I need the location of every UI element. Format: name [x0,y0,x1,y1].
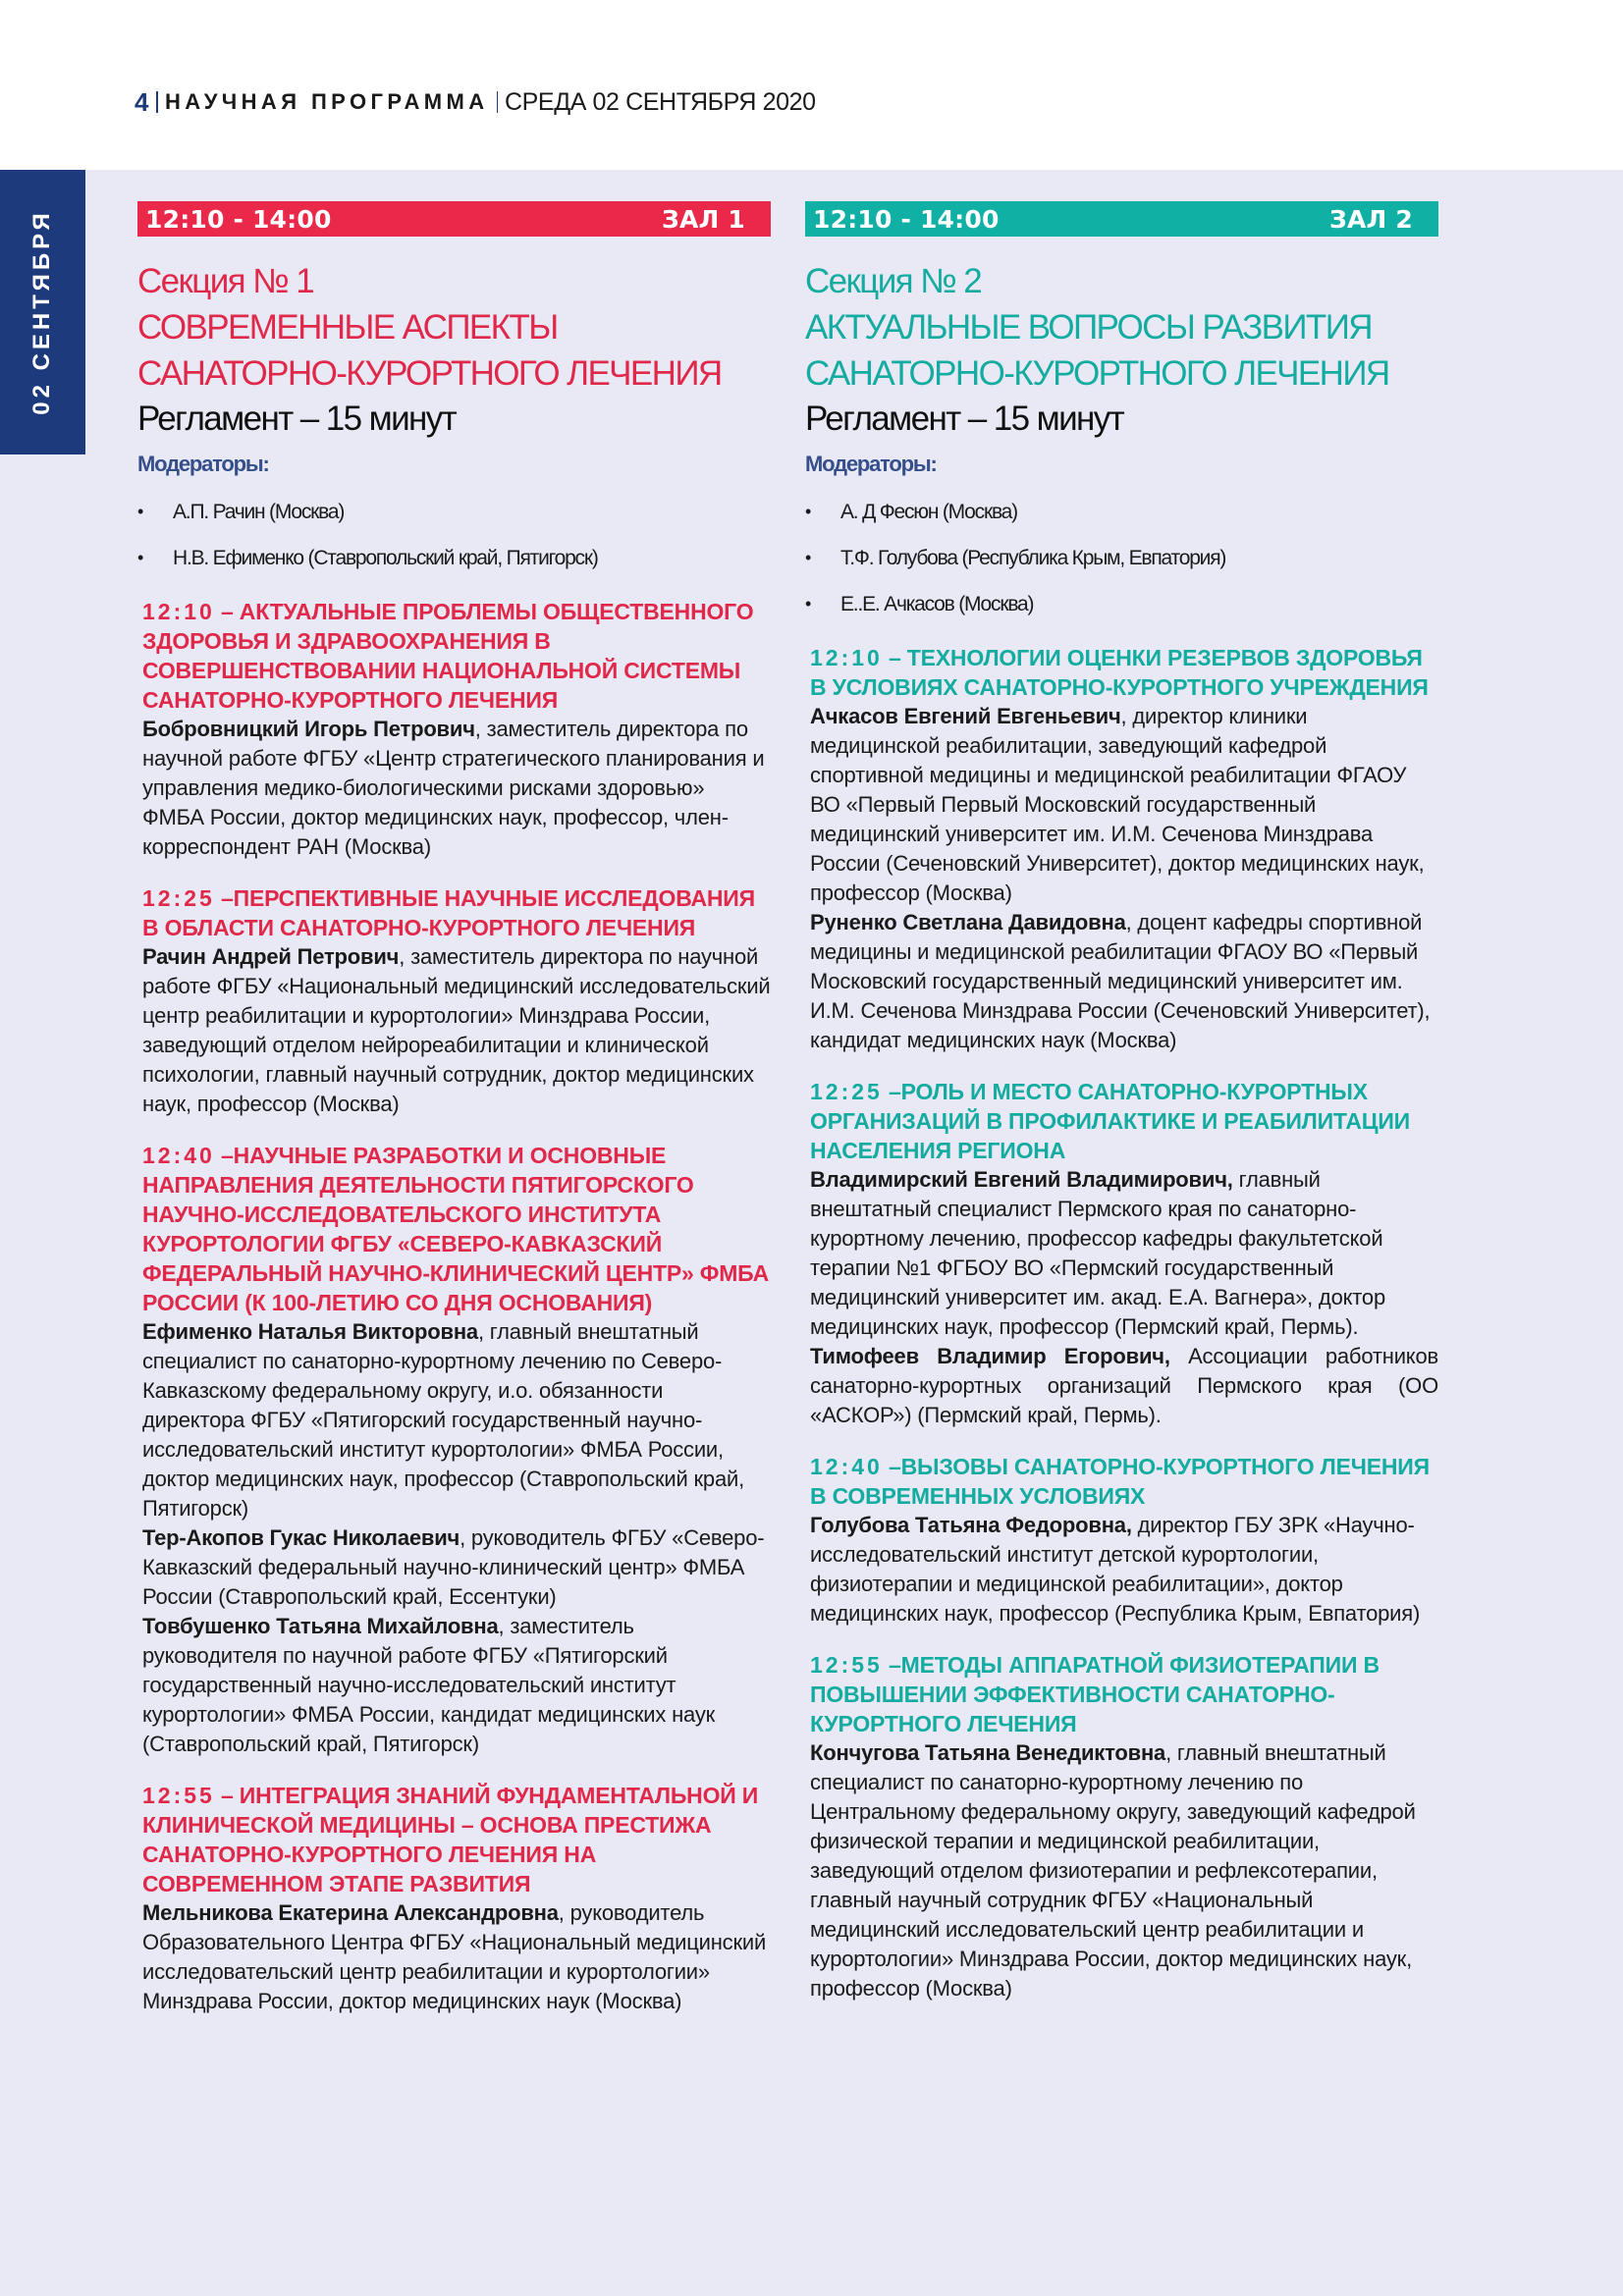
hall-label: ЗАЛ 1 [662,204,745,234]
side-tab-label: 02 СЕНТЯБРЯ [28,209,55,415]
talk-item [137,1141,771,1759]
speaker-entry [805,702,1438,908]
talk-title [137,1781,771,1898]
moderator-item [805,535,1438,581]
program-date: СРЕДА 02 СЕНТЯБРЯ 2020 [505,87,816,116]
talk-title [805,1452,1438,1511]
session-time-bar [805,201,1438,237]
bullet-icon: • [805,594,811,614]
talk-title [137,1141,771,1317]
section-title-line: САНАТОРНО-КУРОРТНОГО ЛЕЧЕНИЯ [137,354,722,393]
speaker-name: Владимирский Евгений Владимирович, [810,1167,1233,1192]
talks-list [805,643,1438,2003]
speaker-entry [137,1523,771,1612]
speaker-description: , директор клиники медицинской реабилитации, заведующий кафедрой спортивной медицины и медицинской реабилитации ФГАОУ ВО «Первый Первый Московский государственный медицинский университет им. И.М. Сеченова Минздрава России (Сеченовский Университет), доктор медицинских наук, профессор (Москва) [810,704,1425,905]
speaker-entry [805,1342,1438,1430]
speaker-name: Ачкасов Евгений Евгеньевич [810,704,1121,728]
talk-time: 12:55 [142,1783,215,1808]
date-side-tab [0,170,85,454]
speaker-description: , заместитель директора по научной работе ФГБУ «Национальный медицинский исследовательский центр реабилитации и курортологии» Минздрава России, заведующий отделом нейрореабилитации и клинической психологии, главный научный сотрудник, доктор медицинских наук, профессор (Москва) [142,944,771,1116]
section-title-line: АКТУАЛЬНЫЕ ВОПРОСЫ РАЗВИТИЯ [805,308,1372,347]
moderator-name: А.П. Рачин (Москва) [173,500,345,523]
speaker-description: директор ГБУ ЗРК «Научно-исследовательский институт детской курортологии, физиотерапии и медицинской реабилитации», доктор медицинских наук, профессор (Республика Крым, Евпатория) [810,1513,1421,1626]
section-title [805,258,1438,397]
speaker-entry [805,1511,1438,1629]
talk-item [805,1077,1438,1430]
talk-item [805,1650,1438,2003]
talk-topic: –РОЛЬ И МЕСТО САНАТОРНО-КУРОРТНЫХ ОРГАНИЗАЦИЙ В ПРОФИЛАКТИКЕ И РЕАБИЛИТАЦИИ НАСЕЛЕНИЯ РЕГИОНА [810,1079,1410,1163]
hall-label: ЗАЛ 2 [1329,204,1413,234]
section-title-line: Секция № 1 [137,262,314,300]
moderator-item [805,489,1438,535]
speaker-entry [137,715,771,862]
speaker-description: , заместитель директора по научной работе ФГБУ «Центр стратегического планирования и управления медико-биологическими рисками здоровью» ФМБА России, доктор медицинских наук, профессор, член-корреспондент РАН (Москва) [142,717,765,859]
speaker-description: главный внештатный специалист Пермского края по санаторно-курортному лечению, профессор кафедры факультетской терапии №1 ФГБОУ ВО «Пермский государственный медицинский университет им. акад. Е.А. Вагнера», доктор медицинских наук, профессор (Пермский край, Пермь). [810,1167,1385,1339]
moderator-item [137,489,771,535]
page-number: 4 [135,86,149,117]
moderators-list [805,489,1438,627]
talk-topic: –ВЫЗОВЫ САНАТОРНО-КУРОРТНОГО ЛЕЧЕНИЯ В СОВРЕМЕННЫХ УСЛОВИЯХ [810,1454,1430,1509]
talk-time: 12:25 [810,1079,883,1104]
talk-title [805,643,1438,702]
talk-time: 12:55 [810,1652,883,1678]
section-2-column [805,201,1438,2025]
talk-time: 12:10 [810,645,883,670]
moderator-name: Н.В. Ефименко (Ставропольский край, Пятигорск) [173,546,598,569]
speaker-name: Тимофеев Владимир Егорович, [810,1344,1170,1368]
speaker-entry [137,942,771,1119]
talk-time: 12:40 [810,1454,883,1479]
talk-title [805,1077,1438,1165]
speaker-name: Кончугова Татьяна Венедиктовна [810,1740,1166,1765]
speaker-description: , главный внештатный специалист по санаторно-курортному лечению по Центральному федеральному округу, заведующий кафедрой физической терапии и медицинской реабилитации, заведующий отделом физиотерапии и рефлексотерапии, главный научный сотрудник ФГБУ «Национальный медицинский исследовательский центр реабилитации и курортологии» Минздрава России, доктор медицинских наук, профессор (Москва) [810,1740,1416,2001]
reglament-text: Регламент – 15 минут [137,400,457,438]
program-title: НАУЧНАЯ ПРОГРАММА [164,89,489,114]
talk-time: 12:40 [142,1143,215,1168]
speaker-description: , руководитель ФГБУ «Северо-Кавказский федеральный научно-клинический центр» ФМБА России (Ставропольский край, Ессентуки) [142,1525,765,1609]
moderator-name: Т.Ф. Голубова (Республика Крым, Евпатория) [840,546,1226,569]
speaker-description: , заместитель руководителя по научной работе ФГБУ «Пятигорский государственный научно-исследовательский институт курортологии» ФМБА России, кандидат медицинских наук (Ставропольский край, Пятигорск) [142,1614,716,1756]
moderator-name: Е..Е. Ачкасов (Москва) [840,592,1034,615]
talk-topic: –ПЕРСПЕКТИВНЫЕ НАУЧНЫЕ ИССЛЕДОВАНИЯ В ОБЛАСТИ САНАТОРНО-КУРОРТНОГО ЛЕЧЕНИЯ [142,885,755,940]
page-header [135,82,816,122]
section-title-line: СОВРЕМЕННЫЕ АСПЕКТЫ [137,308,558,347]
talk-title [805,1650,1438,1738]
speaker-name: Товбушенко Татьяна Михайловна [142,1614,499,1638]
bullet-icon: • [137,548,143,567]
speaker-entry [137,1612,771,1759]
talk-time: 12:25 [142,885,215,911]
moderator-item [137,535,771,581]
talk-topic: –НАУЧНЫЕ РАЗРАБОТКИ И ОСНОВНЫЕ НАПРАВЛЕНИЯ ДЕЯТЕЛЬНОСТИ ПЯТИГОРСКОГО НАУЧНО-ИССЛЕДОВАТЕЛЬСКОГО ИНСТИТУТА КУРОРТОЛОГИИ ФГБУ «СЕВЕРО-КАВКАЗСКИЙ ФЕДЕРАЛЬНЫЙ НАУЧНО-КЛИНИЧЕСКИЙ ЦЕНТР» ФМБА РОССИИ (К 100-ЛЕТИЮ СО ДНЯ ОСНОВАНИЯ) [142,1143,770,1315]
moderators-list [137,489,771,581]
section-title-line: САНАТОРНО-КУРОРТНОГО ЛЕЧЕНИЯ [805,354,1389,393]
talks-list [137,597,771,2016]
talk-item [805,643,1438,1055]
speaker-description: Ассоциации работников санаторно-курортных организаций Пермского края (ОО «АСКОР») (Пермский край, Пермь). [810,1344,1438,1427]
speaker-description: , руководитель Образовательного Центра ФГБУ «Национальный медицинский исследовательский центр реабилитации и курортологии» Минздрава России, доктор медицинских наук (Москва) [142,1900,767,2013]
bullet-icon: • [137,502,143,521]
moderator-item [805,581,1438,627]
bullet-icon: • [805,502,811,521]
talk-topic: – ИНТЕГРАЦИЯ ЗНАНИЙ ФУНДАМЕНТАЛЬНОЙ И КЛИНИЧЕСКОЙ МЕДИЦИНЫ – ОСНОВА ПРЕСТИЖА САНАТОРНО-КУРОРТНОГО ЛЕЧЕНИЯ НА СОВРЕМЕННОМ ЭТАПЕ РАЗВИТИЯ [142,1783,759,1896]
talk-item [137,883,771,1119]
speaker-entry [805,908,1438,1055]
session-time-bar [137,201,771,237]
speaker-name: Голубова Татьяна Федоровна, [810,1513,1132,1537]
talk-topic: – ТЕХНОЛОГИИ ОЦЕНКИ РЕЗЕРВОВ ЗДОРОВЬЯ В УСЛОВИЯХ САНАТОРНО-КУРОРТНОГО УЧРЕЖДЕНИЯ [810,645,1429,700]
speaker-entry [137,1898,771,2016]
talk-time: 12:10 [142,599,215,624]
reglament-text: Регламент – 15 минут [805,400,1124,438]
section-title [137,258,771,397]
talk-item [137,597,771,862]
speaker-name: Тер-Акопов Гукас Николаевич [142,1525,460,1550]
header-divider [497,91,499,113]
talk-title [137,883,771,942]
moderator-name: А. Д Фесюн (Москва) [840,500,1017,523]
session-time: 12:10 - 14:00 [145,204,332,234]
speaker-name: Мельникова Екатерина Александровна [142,1900,559,1925]
section-title-line: Секция № 2 [805,262,982,300]
section-1-column [137,201,771,2038]
speaker-description: , главный внештатный специалист по санаторно-курортному лечению по Северо-Кавказскому федеральному округу, и.о. обязанности директора ФГБУ «Пятигорский государственный научно-исследовательский институт курортологии» ФМБА России, доктор медицинских наук, профессор (Ставропольский край, Пятигорск) [142,1319,744,1521]
talk-item [805,1452,1438,1629]
moderators-label: Модераторы: [805,452,937,476]
bullet-icon: • [805,548,811,567]
speaker-name: Бобровницкий Игорь Петрович [142,717,475,741]
moderators-label: Модераторы: [137,452,269,476]
session-time: 12:10 - 14:00 [813,204,1000,234]
speaker-name: Руненко Светлана Давидовна [810,910,1126,934]
speaker-entry [137,1317,771,1523]
talk-topic: – АКТУАЛЬНЫЕ ПРОБЛЕМЫ ОБЩЕСТВЕННОГО ЗДОРОВЬЯ И ЗДРАВООХРАНЕНИЯ В СОВЕРШЕНСТВОВАНИИ НАЦИОНАЛЬНОЙ СИСТЕМЫ САНАТОРНО-КУРОРТНОГО ЛЕЧЕНИЯ [142,599,754,713]
talk-title [137,597,771,715]
speaker-name: Ефименко Наталья Викторовна [142,1319,478,1344]
talk-topic: –МЕТОДЫ АППАРАТНОЙ ФИЗИОТЕРАПИИ В ПОВЫШЕНИИ ЭФФЕКТИВНОСТИ САНАТОРНО-КУРОРТНОГО ЛЕЧЕНИЯ [810,1652,1380,1736]
speaker-entry [805,1165,1438,1342]
speaker-entry [805,1738,1438,2003]
header-divider [156,91,158,113]
speaker-name: Рачин Андрей Петрович [142,944,400,969]
talk-item [137,1781,771,2016]
speaker-description: , доцент кафедры спортивной медицины и медицинской реабилитации ФГАОУ ВО «Первый Московский государственный медицинский университет им. И.М. Сеченова Минздрава России (Сеченовский Университет), кандидат медицинских наук (Москва) [810,910,1431,1052]
